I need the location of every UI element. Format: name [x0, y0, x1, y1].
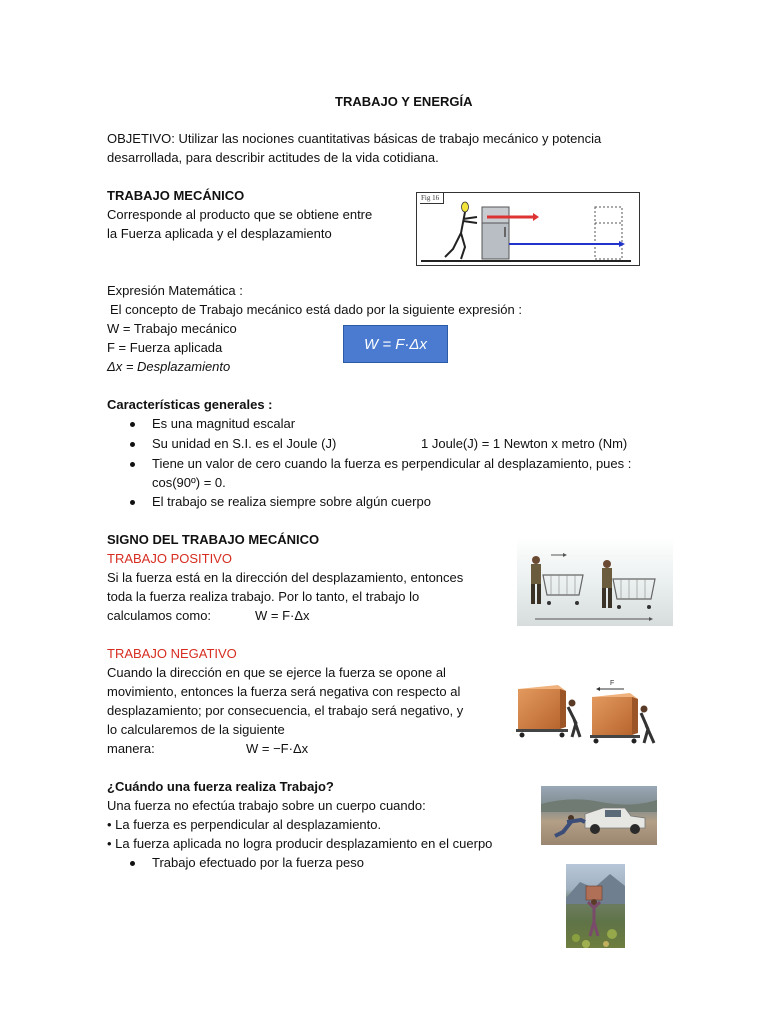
definition-f: F = Fuerza aplicada: [107, 340, 223, 355]
figure-pushing-boxes: [508, 667, 674, 751]
caracteristicas-heading: Características generales :: [107, 397, 273, 412]
pushing-boxes-illustration: [508, 667, 674, 751]
definition-w: W = Trabajo mecánico: [107, 321, 237, 336]
trabajo-positivo-heading: TRABAJO POSITIVO: [107, 551, 232, 566]
positivo-line-3: calculamos como:: [107, 608, 212, 623]
cuando-intro: Una fuerza no efectúa trabajo sobre un cuerpo cuando:: [107, 798, 426, 813]
photo-carrying-load: [566, 864, 625, 948]
bullet-dot: [130, 422, 135, 427]
trabajo-negativo-heading: TRABAJO NEGATIVO: [107, 646, 237, 661]
pushing-fridge-illustration: [417, 193, 639, 265]
force-label: F: [610, 680, 615, 687]
cuando-item-1: • La fuerza es perpendicular al desplazamiento.: [107, 817, 382, 832]
carrying-load-illustration: [566, 864, 625, 948]
work-formula-box: [343, 325, 448, 363]
photo-pushing-truck: [541, 786, 657, 845]
expresion-intro: El concepto de Trabajo mecánico está dado por la siguiente expresión :: [110, 302, 522, 317]
bullet-dot: [130, 462, 135, 467]
negativo-line-2: movimiento, entonces la fuerza será negativa con respecto al: [107, 684, 461, 699]
negativo-line-5: manera:: [107, 741, 155, 756]
caracteristica-item-4: El trabajo se realiza siempre sobre algún cuerpo: [152, 494, 431, 509]
signo-heading: SIGNO DEL TRABAJO MECÁNICO: [107, 532, 320, 547]
negativo-line-3: desplazamiento; por consecuencia, el trabajo será negativo, y: [107, 703, 464, 718]
pushing-carts-illustration: [517, 537, 673, 626]
bullet-dot: [130, 500, 135, 505]
figure-pushing-fridge: [416, 192, 640, 266]
positivo-formula: W = F·Δx: [255, 608, 310, 623]
work-formula: W = F·Δx: [364, 335, 427, 353]
cos-line: cos(90º) = 0.: [152, 475, 226, 490]
cuando-item-2: • La fuerza aplicada no logra producir desplazamiento en el cuerpo: [107, 836, 493, 851]
negativo-formula: W = −F·Δx: [246, 741, 309, 756]
objetivo-line-2: desarrollada, para describir actitudes de la vida cotidiana.: [107, 150, 439, 165]
definition-dx: Δx = Desplazamiento: [107, 359, 231, 374]
negativo-line-1: Cuando la dirección en que se ejerce la fuerza se opone al: [107, 665, 446, 680]
bullet-dot: [130, 442, 135, 447]
joule-equation: 1 Joule(J) = 1 Newton x metro (Nm): [421, 436, 628, 451]
caracteristica-item-1: Es una magnitud escalar: [152, 416, 296, 431]
expresion-heading: Expresión Matemática :: [107, 283, 243, 298]
bullet-dot: [130, 861, 135, 866]
cuando-item-3: Trabajo efectuado por la fuerza peso: [152, 855, 364, 870]
positivo-line-1: Si la fuerza está en la dirección del desplazamiento, entonces: [107, 570, 464, 585]
figure-pushing-carts: [517, 537, 673, 626]
section-heading-trabajo-mecanico: TRABAJO MECÁNICO: [107, 188, 245, 203]
negativo-line-4: lo calcularemos de la siguiente: [107, 722, 285, 737]
positivo-line-2: toda la fuerza realiza trabajo. Por lo tanto, el trabajo lo: [107, 589, 420, 604]
truck-illustration: [541, 786, 657, 845]
figure-label: Fig 16: [420, 193, 444, 204]
objetivo-line-1: OBJETIVO: Utilizar las nociones cuantitativas básicas de trabajo mecánico y potencia: [107, 131, 602, 146]
trabajo-mecanico-line-1: Corresponde al producto que se obtiene entre: [107, 207, 373, 222]
cuando-heading: ¿Cuándo una fuerza realiza Trabajo?: [107, 779, 334, 794]
trabajo-mecanico-line-2: la Fuerza aplicada y el desplazamiento: [107, 226, 332, 241]
caracteristica-item-2: Su unidad en S.I. es el Joule (J): [152, 436, 337, 451]
caracteristica-item-3: Tiene un valor de cero cuando la fuerza es perpendicular al desplazamiento, pues :: [152, 456, 632, 471]
page-title: TRABAJO Y ENERGÍA: [335, 94, 473, 109]
